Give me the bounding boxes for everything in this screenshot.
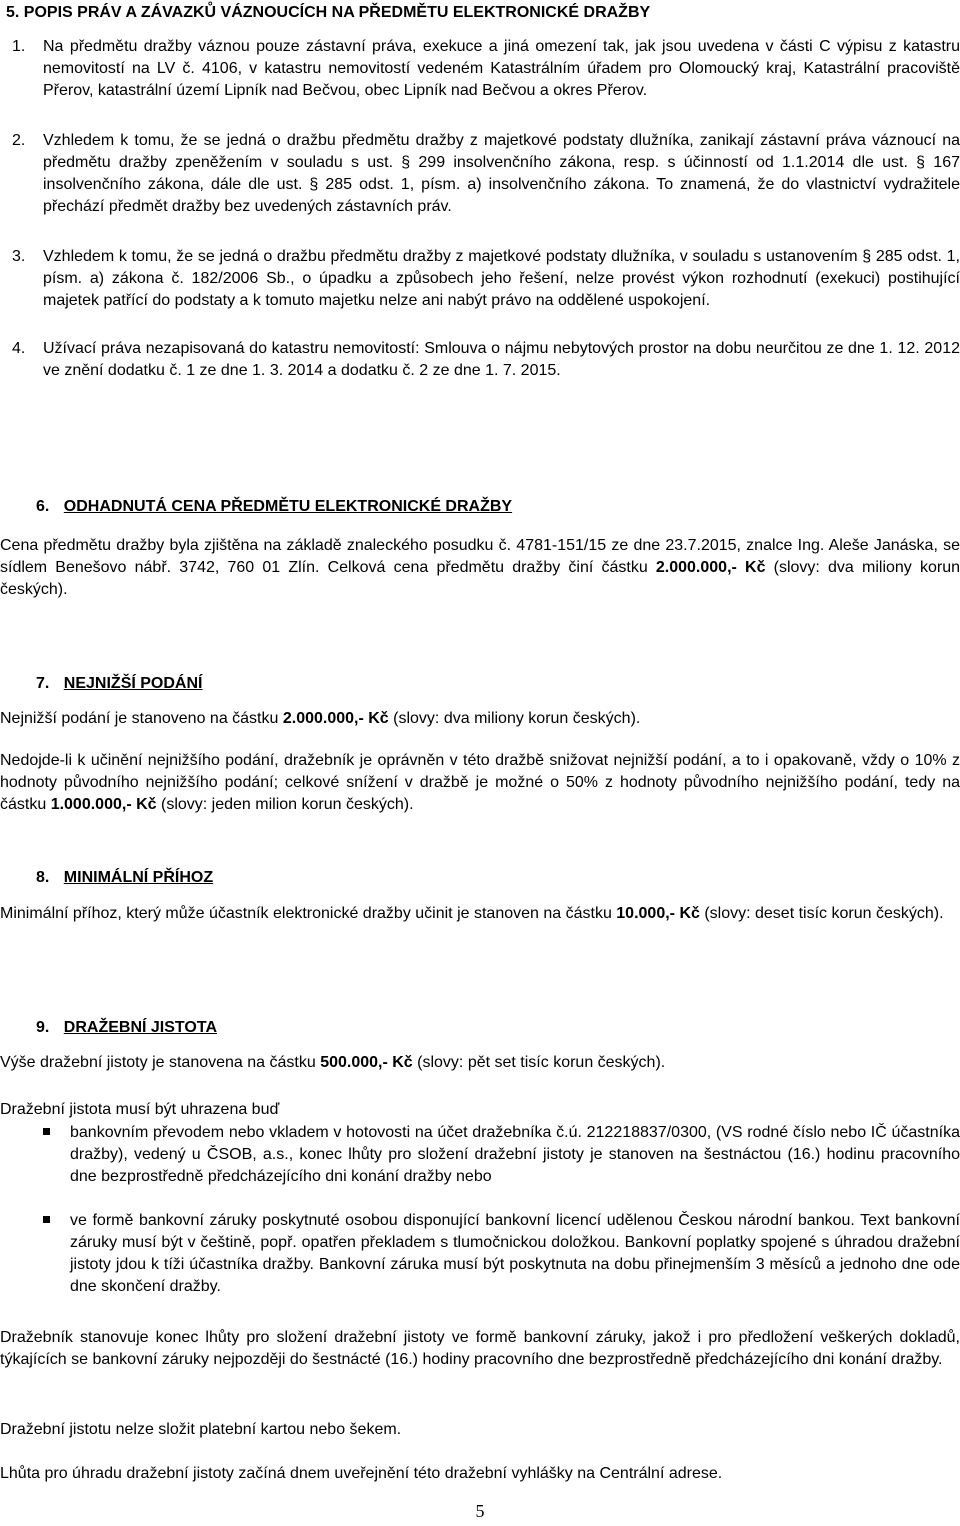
section-9-paragraph-4: Dražební jistotu nelze složit platební kartou nebo šekem. <box>0 1421 402 1438</box>
section-number: 8. <box>36 869 50 886</box>
section-5-item-4 <box>6 338 960 382</box>
item-text: Užívací práva nezapisovaná do katastru nemovitostí: Smlouva o nájmu nebytových prostor na dobu neurčitou ze dne 1. 12. 2012 ve znění dodatku č. 1 ze dne 1. 3. 2014 a dodatku č. 2 ze dne 1. 7. 2015. <box>43 340 960 379</box>
section-9-paragraph-1 <box>0 1052 960 1074</box>
bullet-item-2 <box>0 1210 960 1298</box>
section-number: 7. <box>36 675 50 692</box>
item-text: Na předmětu dražby váznou pouze zástavní práva, exekuce a jiná omezení tak, jak jsou uvedena v části C výpisu z katastru nemovitostí na LV č. 4106, v katastru nemovitostí vedeném Katastrálním úřadem pro Olomoucký kraj, Katastrální pracoviště Přerov, katastrální území Lipník nad Bečvou, obec Lipník nad Bečvou a okres Přerov. <box>43 38 960 99</box>
item-number: 2. <box>12 132 26 149</box>
text-run: Cena předmětu dražby byla zjištěna na základě znaleckého posudku č. 4781-151/15 ze dne 23.7.2015, znalce Ing. Aleše Janáska, se sídlem Benešovo nábř. 3742, 760 01 Zlín. Celková cena předmětu dražby činí částku <box>0 537 960 576</box>
lowest-bid-amount: 2.000.000,- Kč <box>282 710 389 727</box>
section-title: ODHADNUTÁ CENA PŘEDMĚTU ELEKTRONICKÉ DRAŽBY <box>63 498 513 515</box>
item-text: Vzhledem k tomu, že se jedná o dražbu předmětu dražby z majetkové podstaty dlužníka, v souladu s ustanovením § 285 odst. 1, písm. a) zákona č. 182/2006 Sb., o úpadku a způsobech jeho řešení, nelze provést výkon rozhodnutí (exekuci) postihující majetek patřící do podstaty a k tomuto majetku nelze ani nabýt právo na oddělené uspokojení. <box>43 248 960 309</box>
text-run: Výše dražební jistoty je stanovena na částku <box>0 1054 321 1071</box>
section-7-paragraph-2 <box>0 750 960 816</box>
text-run: (slovy: dva miliony korun českých). <box>0 559 960 598</box>
text-run: (slovy: dva miliony korun českých). <box>388 710 641 727</box>
section-6-heading <box>36 496 936 518</box>
item-number: 1. <box>12 38 26 55</box>
section-title: NEJNIŽŠÍ PODÁNÍ <box>63 675 203 692</box>
min-increment-amount: 10.000,- Kč <box>616 905 700 922</box>
bullet-item-1 <box>0 1122 960 1188</box>
text-run: Nedojde-li k učinění nejnižšího podání, dražebník je oprávněn v této dražbě snižovat nejnižší podání, a to i opakovaně, vždy o 10% z hodnoty původního nejnižšího podání; celkové snížení v dražbě je možné o 50% z hodnoty původního nejnižšího podání, tedy na částku <box>0 752 960 813</box>
square-bullet-icon <box>43 1216 50 1223</box>
section-5-item-2 <box>6 130 960 218</box>
reduced-bid-amount: 1.000.000,- Kč <box>50 796 157 813</box>
text-run: Nejnižší podání je stanoveno na částku <box>0 710 283 727</box>
section-number: 9. <box>36 1019 50 1036</box>
section-9-paragraph-5: Lhůta pro úhradu dražební jistoty začíná dnem uveřejnění této dražební vyhlášky na Centrální adrese. <box>0 1465 723 1482</box>
text-run: (slovy: deset tisíc korun českých). <box>699 905 944 922</box>
section-9-paragraph-2: Dražební jistota musí být uhrazena buď <box>0 1101 280 1118</box>
text-run: Minimální příhoz, který může účastník elektronické dražby učinit je stanoven na částku <box>0 905 617 922</box>
item-number: 3. <box>12 248 26 265</box>
text-run: (slovy: jeden milion korun českých). <box>156 796 414 813</box>
item-number: 4. <box>12 340 26 357</box>
section-9-paragraph-3: Dražebník stanovuje konec lhůty pro složení dražební jistoty ve formě bankovní záruky, jakož i pro předložení veškerých dokladů, týkajících se bankovní záruky nejpozději do šestnácté (16.) hodiny pracovního dne bezprostředně předcházejícího dni konání dražby. <box>0 1329 960 1368</box>
square-bullet-icon <box>43 1128 50 1135</box>
section-9-heading <box>36 1017 936 1039</box>
section-6-text <box>0 535 960 601</box>
section-5-item-3 <box>6 246 960 312</box>
section-number: 6. <box>36 498 50 515</box>
section-5-heading: 5. POPIS PRÁV A ZÁVAZKŮ VÁZNOUCÍCH NA PŘEDMĚTU ELEKTRONICKÉ DRAŽBY <box>6 4 651 21</box>
section-7-heading <box>36 673 936 695</box>
section-title: MINIMÁLNÍ PŘÍHOZ <box>63 869 214 886</box>
section-8-text <box>0 903 960 925</box>
bullet-text: ve formě bankovní záruky poskytnuté osobou disponující bankovní licencí udělenou Českou národní bankou. Text bankovní záruky musí být v češtině, popř. opatřen překladem s tlumočnickou doložkou. Bankovní poplatky spojené s úhradou dražební jistoty jdou k tíži účastníka dražby. Bankovní záruka musí být poskytnuta na dobu přinejmenším 3 měsíců a jednoho dne ode dne skončení dražby. <box>70 1212 960 1295</box>
section-5-item-1 <box>6 36 960 102</box>
section-8-heading <box>36 867 936 889</box>
section-7-paragraph-1 <box>0 708 960 730</box>
bullet-text: bankovním převodem nebo vkladem v hotovosti na účet dražebníka č.ú. 212218837/0300, (VS rodné číslo nebo IČ účastníka dražby), vedený u ČSOB, a.s., konec lhůty pro složení dražební jistoty je stanoven na šestnáctou (16.) hodinu pracovního dne bezprostředně předcházejícího dni konání dražby nebo <box>70 1124 960 1185</box>
deposit-amount: 500.000,- Kč <box>320 1054 413 1071</box>
page-number: 5 <box>475 1501 485 1521</box>
section-title: DRAŽEBNÍ JISTOTA <box>63 1019 217 1036</box>
text-run: (slovy: pět set tisíc korun českých). <box>412 1054 666 1071</box>
price-amount: 2.000.000,- Kč <box>655 559 766 576</box>
item-text: Vzhledem k tomu, že se jedná o dražbu předmětu dražby z majetkové podstaty dlužníka, zanikají zástavní práva váznoucí na předmětu dražby zpeněžením v souladu s ust. § 299 insolvenčního zákona, resp. s účinností od 1.1.2014 dle ust. § 167 insolvenčního zákona, dále dle ust. § 285 odst. 1, písm. a) insolvenčního zákona. To znamená, že do vlastnictví vydražitele přechází předmět dražby bez uvedených zástavních práv. <box>43 132 960 215</box>
